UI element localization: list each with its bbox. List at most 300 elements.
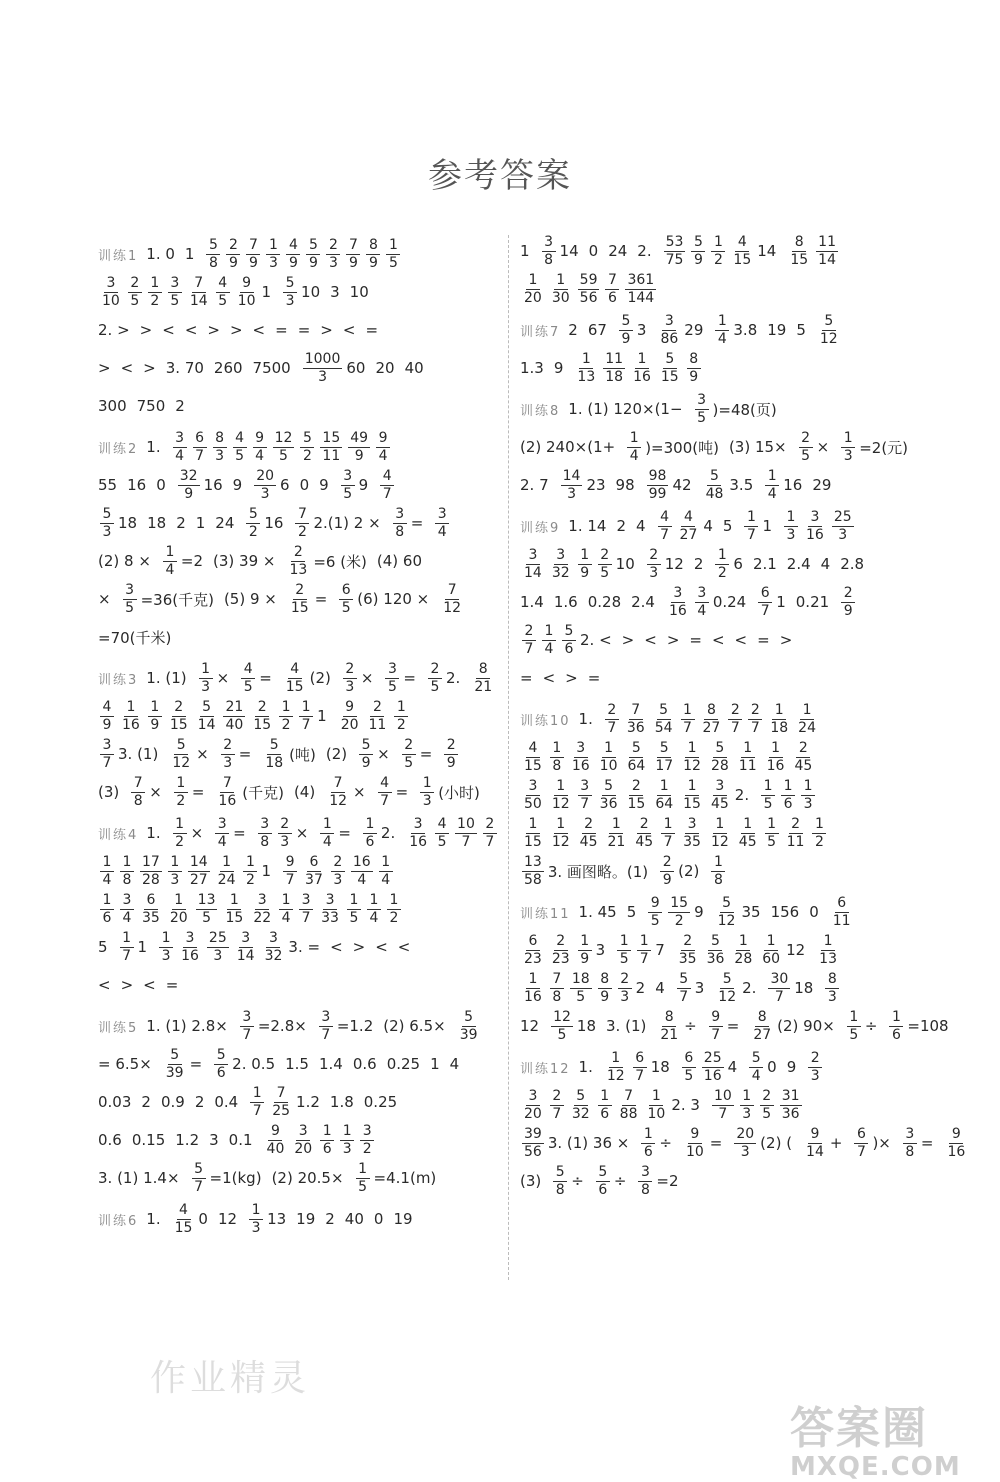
numerator: 5 xyxy=(629,740,643,758)
answer-value: × xyxy=(360,669,374,687)
numerator: 7 xyxy=(550,971,564,989)
answer-value: 2 xyxy=(693,555,704,573)
denominator: 3 xyxy=(620,988,630,1005)
numerator: 39 xyxy=(524,1125,542,1142)
fraction xyxy=(625,272,656,307)
answer-value: (2) 6.5× xyxy=(383,1017,446,1035)
answer-line xyxy=(520,428,915,466)
denominator: 75 xyxy=(665,251,684,268)
numerator: 2 xyxy=(796,740,810,758)
fraction xyxy=(346,237,360,272)
numerator: 1 xyxy=(685,778,699,796)
fraction xyxy=(653,778,675,813)
denominator: 5 xyxy=(600,564,610,581)
denominator: 5 xyxy=(349,909,359,926)
exercise-label: 训练11 xyxy=(520,906,571,922)
numerator: 1 xyxy=(367,892,381,910)
exercise-label: 训练6 xyxy=(98,1213,139,1229)
denominator: 7 xyxy=(580,795,590,812)
answer-value: )=48(页) xyxy=(712,400,777,419)
answer-line xyxy=(520,893,915,931)
fraction xyxy=(286,237,300,272)
fraction xyxy=(214,1047,228,1082)
numerator: 8 xyxy=(662,1009,676,1027)
numerator: 1 xyxy=(279,699,293,717)
numerator: 6 xyxy=(339,582,353,600)
fraction xyxy=(170,737,192,772)
fraction xyxy=(331,854,345,889)
denominator: 18 xyxy=(265,754,284,771)
answer-value: 2 xyxy=(194,1093,205,1111)
answer-value: 18 xyxy=(118,514,138,532)
answer-value: > xyxy=(666,631,680,649)
fraction xyxy=(765,468,779,503)
answer-line xyxy=(520,390,915,428)
answer-value: =36(千克) xyxy=(140,590,214,609)
fraction xyxy=(550,778,572,813)
answer-value: 16 xyxy=(783,476,803,494)
numerator: 3 xyxy=(266,930,280,948)
denominator: 5 xyxy=(557,1026,567,1043)
fraction xyxy=(192,1161,206,1196)
denominator: 27 xyxy=(189,871,208,888)
denominator: 8 xyxy=(552,757,562,774)
fraction xyxy=(215,816,229,851)
answer-value: + xyxy=(829,1134,843,1152)
denominator: 7 xyxy=(750,719,760,736)
answer-value: = xyxy=(403,669,416,687)
denominator: 4 xyxy=(357,871,367,888)
denominator: 16 xyxy=(947,1143,966,1160)
answer-value: > xyxy=(120,976,134,994)
numerator: 1 xyxy=(120,854,134,872)
fraction xyxy=(817,933,839,968)
denominator: 12 xyxy=(551,795,570,812)
answer-value: 3 xyxy=(330,283,340,301)
denominator: 33 xyxy=(321,909,339,926)
numerator: 2 xyxy=(660,854,674,872)
denominator: 6 xyxy=(102,909,112,926)
numerator: 1 xyxy=(744,509,758,527)
answer-value: 1 xyxy=(184,245,195,263)
denominator: 3 xyxy=(318,368,328,385)
answer-value: 3 xyxy=(209,1131,219,1149)
fraction xyxy=(196,699,218,734)
fraction xyxy=(199,661,213,696)
denominator: 25 xyxy=(272,1102,291,1119)
denominator: 7 xyxy=(485,833,495,850)
denominator: 3 xyxy=(201,678,211,695)
numerator: 2 xyxy=(681,933,695,951)
answer-line xyxy=(520,545,915,583)
fraction xyxy=(283,854,297,889)
numerator: 3 xyxy=(168,275,182,293)
denominator: 7 xyxy=(607,719,617,736)
answer-value: =1.2 xyxy=(336,1017,374,1035)
answer-line xyxy=(98,814,498,852)
fraction xyxy=(598,778,620,813)
answer-line xyxy=(98,542,498,580)
answer-value: < xyxy=(542,669,556,687)
denominator: 9 xyxy=(308,254,318,271)
denominator: 40 xyxy=(266,1140,285,1157)
fraction xyxy=(627,430,641,465)
numerator: 361 xyxy=(627,271,655,288)
numerator: 7 xyxy=(605,272,619,290)
answer-line xyxy=(98,273,498,311)
denominator: 7 xyxy=(380,792,390,809)
fraction xyxy=(709,816,731,851)
denominator: 20 xyxy=(524,1105,542,1122)
answer-value: 35 xyxy=(741,903,761,921)
fraction xyxy=(522,1088,544,1123)
numerator: 1 xyxy=(657,778,671,796)
answer-line xyxy=(520,969,915,1007)
fraction xyxy=(435,506,449,541)
numerator: 5 xyxy=(708,933,722,951)
denominator: 11 xyxy=(786,833,805,850)
fraction xyxy=(300,430,314,465)
numerator: 1 xyxy=(772,702,786,720)
fraction xyxy=(816,234,838,269)
denominator: 14 xyxy=(806,1143,824,1160)
denominator: 7 xyxy=(774,988,784,1005)
denominator: 4 xyxy=(165,561,175,578)
denominator: 6 xyxy=(643,1143,653,1160)
fraction xyxy=(737,816,759,851)
denominator: 10 xyxy=(685,1143,704,1160)
denominator: 5 xyxy=(576,988,586,1005)
numerator: 2 xyxy=(128,275,142,293)
fraction xyxy=(575,351,597,386)
answer-value: 23 xyxy=(586,476,606,494)
numerator: 4 xyxy=(435,816,449,834)
denominator: 18 xyxy=(605,368,624,385)
numerator: 1 xyxy=(617,933,631,951)
denominator: 45 xyxy=(635,833,654,850)
answer-line xyxy=(98,928,498,966)
numerator: 1 xyxy=(163,544,177,562)
fraction xyxy=(100,699,114,734)
numerator: 3 xyxy=(123,582,137,600)
exercise-label: 训练7 xyxy=(520,324,561,340)
numerator: 1 xyxy=(347,892,361,910)
denominator: 3 xyxy=(268,254,278,271)
denominator: 7 xyxy=(660,526,669,543)
denominator: 5 xyxy=(801,447,811,464)
fraction xyxy=(360,1123,374,1158)
fraction xyxy=(243,854,257,889)
answer-value: 1 xyxy=(762,517,773,535)
numerator: 1 xyxy=(120,930,134,948)
denominator: 3 xyxy=(810,1067,820,1084)
fraction xyxy=(458,1009,480,1044)
fraction xyxy=(394,699,408,734)
numerator: 5 xyxy=(200,699,214,717)
answer-value: 0.28 xyxy=(587,593,622,611)
fraction xyxy=(303,351,343,386)
exercise-label: 训练1 xyxy=(98,248,139,264)
numerator: 9 xyxy=(283,854,297,872)
denominator: 3 xyxy=(649,564,659,581)
denominator: 4 xyxy=(122,909,132,926)
denominator: 6 xyxy=(783,795,793,812)
fraction xyxy=(658,313,680,348)
numerator: 3 xyxy=(435,506,449,524)
answer-value: =70(千米) xyxy=(98,628,172,647)
fraction xyxy=(578,933,592,968)
answer-value: < xyxy=(342,321,356,339)
numerator: 1 xyxy=(249,1202,263,1220)
answer-value: 10 xyxy=(301,283,321,301)
numerator: 1 xyxy=(761,778,775,796)
fraction xyxy=(306,237,320,272)
denominator: 3 xyxy=(102,523,112,540)
denominator: 4 xyxy=(717,330,727,347)
fraction xyxy=(737,740,759,775)
denominator: 23 xyxy=(524,950,542,967)
denominator: 8 xyxy=(260,833,270,850)
fraction xyxy=(758,585,772,620)
answer-value: 1.2 xyxy=(175,1131,200,1149)
numerator: 1 xyxy=(800,702,814,720)
denominator: 15 xyxy=(225,909,244,926)
numerator: 1 xyxy=(340,1123,354,1141)
answer-column-right xyxy=(520,232,966,1200)
answer-value: < xyxy=(120,359,134,377)
numerator: 6 xyxy=(144,892,158,910)
denominator: 15 xyxy=(169,716,188,733)
fraction xyxy=(751,1009,773,1044)
numerator: 4 xyxy=(380,468,394,486)
numerator: 1 xyxy=(227,892,241,910)
fraction xyxy=(701,702,723,737)
fraction xyxy=(380,468,394,503)
answer-value: 1. (1) xyxy=(146,669,187,687)
denominator: 7 xyxy=(382,485,392,502)
exercise-label: 训练10 xyxy=(520,713,571,729)
denominator: 15 xyxy=(253,716,272,733)
numerator: 1 xyxy=(649,1088,663,1106)
denominator: 14 xyxy=(818,251,836,268)
fraction xyxy=(168,699,190,734)
denominator: 3 xyxy=(328,254,338,271)
denominator: 4 xyxy=(751,1067,761,1084)
numerator: 1 xyxy=(100,892,114,910)
denominator: 9 xyxy=(843,602,853,619)
numerator: 1 xyxy=(765,816,779,834)
denominator: 3 xyxy=(170,871,180,888)
fraction xyxy=(279,699,293,734)
numerator: 16 xyxy=(352,853,371,870)
answer-value: = xyxy=(259,669,272,687)
numerator: 5 xyxy=(596,1164,610,1182)
answer-value: 260 xyxy=(213,359,243,377)
denominator: 6 xyxy=(600,1105,610,1122)
fraction xyxy=(799,430,813,465)
answer-value: (2) ( xyxy=(760,1134,793,1152)
fraction xyxy=(550,933,572,968)
denominator: 60 xyxy=(762,950,781,967)
answer-value: 2. xyxy=(380,824,396,842)
answer-value: 2. 7 xyxy=(520,476,549,494)
answer-value: 3. = xyxy=(288,938,321,956)
fraction xyxy=(788,234,810,269)
fraction xyxy=(903,1126,917,1161)
fraction xyxy=(455,816,477,851)
fraction xyxy=(287,544,309,579)
answer-line xyxy=(520,349,915,387)
answer-value: < xyxy=(644,631,657,649)
numerator: 1 xyxy=(554,816,568,834)
answer-value: 2 xyxy=(616,517,626,535)
answer-value: > xyxy=(143,359,156,377)
fraction xyxy=(677,971,691,1006)
answer-value: 1. xyxy=(578,1058,593,1076)
answer-line xyxy=(98,618,498,656)
denominator: 7 xyxy=(122,947,131,964)
answer-value: (3) 39 × xyxy=(213,552,276,570)
fraction xyxy=(605,702,619,737)
denominator: 23 xyxy=(551,950,570,967)
fraction xyxy=(618,971,632,1006)
fraction xyxy=(760,1088,774,1123)
answer-value: 5 xyxy=(722,517,733,535)
denominator: 9 xyxy=(102,716,112,733)
denominator: 6 xyxy=(365,833,375,850)
numerator: 20 xyxy=(736,1125,755,1142)
fraction xyxy=(570,1088,592,1123)
fraction xyxy=(625,702,647,737)
numerator: 4 xyxy=(526,740,540,758)
denominator: 7 xyxy=(285,871,295,888)
answer-value: = xyxy=(275,321,288,339)
denominator: 5 xyxy=(430,678,440,695)
fraction xyxy=(522,1126,544,1161)
denominator: 4 xyxy=(767,485,777,502)
denominator: 16 xyxy=(122,716,140,733)
answer-value: = xyxy=(726,1017,740,1035)
answer-value: 1 xyxy=(430,1055,440,1073)
answer-value: 0.9 xyxy=(160,1093,185,1111)
numerator: 3 xyxy=(104,275,118,293)
denominator: 14 xyxy=(524,564,542,581)
answer-value: = xyxy=(338,824,351,842)
fraction xyxy=(603,351,625,386)
fraction xyxy=(740,1088,754,1123)
numerator: 1 xyxy=(711,234,725,252)
fraction xyxy=(120,892,134,927)
denominator: 12 xyxy=(710,833,729,850)
denominator: 4 xyxy=(255,447,265,464)
denominator: 11 xyxy=(368,716,387,733)
denominator: 4 xyxy=(281,909,291,926)
answer-value: > xyxy=(779,631,793,649)
fraction xyxy=(340,1123,354,1158)
fraction xyxy=(596,1164,610,1199)
denominator: 15 xyxy=(660,368,679,385)
numerator: 9 xyxy=(949,1126,963,1144)
numerator: 3 xyxy=(239,930,253,948)
exercise-label: 训练9 xyxy=(520,520,561,536)
answer-value: =2 xyxy=(656,1172,679,1190)
answer-value: 1.3 xyxy=(520,359,544,377)
denominator: 9 xyxy=(348,254,358,271)
numerator: 2 xyxy=(293,582,307,600)
numerator: 6 xyxy=(854,1126,868,1144)
answer-value: 1.2 xyxy=(296,1093,320,1111)
answer-value: 3. 70 xyxy=(165,359,204,377)
answer-value: × xyxy=(216,669,230,687)
numerator: 2 xyxy=(629,778,643,796)
numerator: 1 xyxy=(526,971,540,989)
numerator: 2 xyxy=(172,699,186,717)
fraction xyxy=(216,275,230,310)
fraction xyxy=(188,854,210,889)
fraction xyxy=(223,699,245,734)
numerator: 1000 xyxy=(304,350,341,367)
denominator: 10 xyxy=(102,292,120,309)
fraction xyxy=(522,740,544,775)
numerator: 1 xyxy=(199,661,213,679)
numerator: 2 xyxy=(522,623,536,641)
fraction xyxy=(196,892,218,927)
answer-value: = xyxy=(314,590,328,608)
fraction xyxy=(681,778,703,813)
denominator: 8 xyxy=(395,523,405,540)
denominator: 4 xyxy=(322,833,332,850)
denominator: 3 xyxy=(213,947,223,964)
numerator: 3 xyxy=(341,468,355,486)
answer-line xyxy=(98,1121,498,1159)
answer-value: 98 xyxy=(615,476,635,494)
answer-value: 3 xyxy=(595,941,606,959)
denominator: 8 xyxy=(122,871,132,888)
numerator: 4 xyxy=(288,661,302,679)
denominator: 39 xyxy=(459,1026,478,1043)
denominator: 5 xyxy=(218,292,228,309)
numerator: 7 xyxy=(131,775,145,793)
numerator: 5 xyxy=(707,468,721,486)
fraction xyxy=(266,237,280,272)
fraction xyxy=(163,544,177,579)
numerator: 5 xyxy=(574,1088,588,1106)
numerator: 1 xyxy=(711,854,725,872)
fraction xyxy=(326,237,340,272)
numerator: 1 xyxy=(578,547,592,565)
denominator: 13 xyxy=(289,561,308,578)
denominator: 15 xyxy=(290,599,309,616)
denominator: 32 xyxy=(571,1105,590,1122)
answer-value: 1. xyxy=(146,1210,161,1228)
numerator: 5 xyxy=(359,737,373,755)
answer-value: 24 xyxy=(215,514,235,532)
answer-value: (3) xyxy=(520,1172,542,1190)
answer-value: 60 xyxy=(346,359,366,377)
fraction xyxy=(241,661,255,696)
denominator: 21 xyxy=(474,678,493,695)
denominator: 7 xyxy=(747,526,756,543)
fraction xyxy=(327,775,349,810)
numerator: 18 xyxy=(571,970,590,987)
numerator: 5 xyxy=(246,506,260,524)
denominator: 10 xyxy=(599,757,618,774)
fraction xyxy=(393,506,407,541)
numerator: 5 xyxy=(562,623,576,641)
numerator: 12 xyxy=(553,1008,571,1025)
numerator: 2 xyxy=(605,702,619,720)
fraction xyxy=(216,775,238,810)
